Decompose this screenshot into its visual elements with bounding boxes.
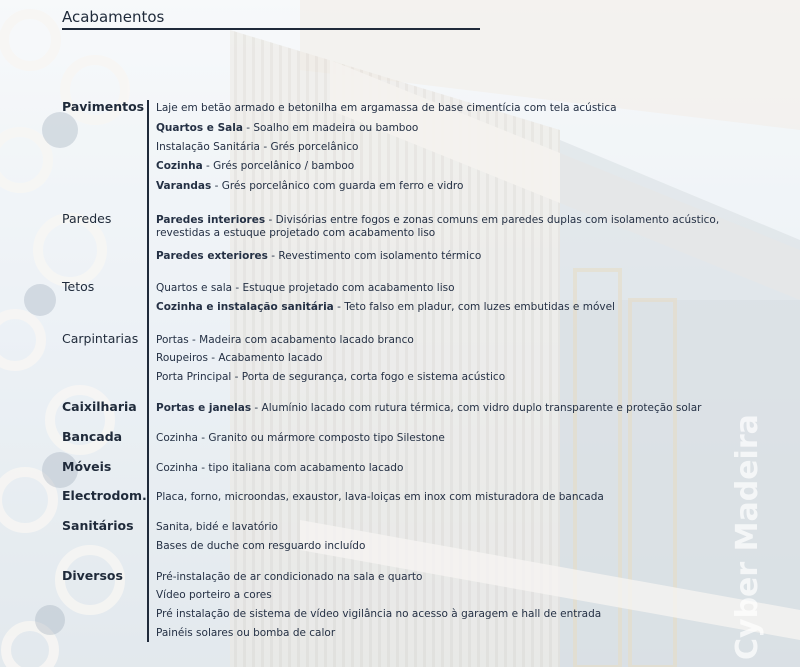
section-label: Sanitários bbox=[62, 518, 134, 533]
list-item: Cozinha - Grés porcelânico / bamboo bbox=[156, 160, 355, 172]
list-item: Portas - Madeira com acabamento lacado branco bbox=[156, 334, 414, 346]
section-label: Móveis bbox=[62, 459, 112, 474]
list-item: Laje em betão armado e betonilha em argamassa de base cimentícia com tela acústica bbox=[156, 102, 617, 114]
list-item: Sanita, bidé e lavatório bbox=[156, 521, 278, 533]
list-item: Paredes interiores - Divisórias entre fogos e zonas comuns em paredes duplas com isolamento acústico, bbox=[156, 214, 720, 226]
section-label: Diversos bbox=[62, 568, 123, 583]
list-item: Instalação Sanitária - Grés porcelânico bbox=[156, 141, 359, 153]
section-label: Pavimentos bbox=[62, 99, 145, 114]
list-item: Portas e janelas - Alumínio lacado com rutura térmica, com vidro duplo transparente e proteção solar bbox=[156, 402, 702, 414]
section-label: Caixilharia bbox=[62, 399, 137, 414]
list-item: Painéis solares ou bomba de calor bbox=[156, 627, 336, 639]
section-label: Tetos bbox=[62, 279, 95, 294]
list-item: Pré instalação de sistema de vídeo vigilância no acesso à garagem e hall de entrada bbox=[156, 608, 602, 620]
list-item: revestidas a estuque projetado com acabamento liso bbox=[156, 227, 436, 239]
list-item: Placa, forno, microondas, exaustor, lava-loiças em inox com misturadora de bancada bbox=[156, 491, 604, 503]
list-item: Bases de duche com resguardo incluído bbox=[156, 540, 366, 552]
section-label: Electrodom. bbox=[62, 488, 147, 503]
list-item: Cozinha - Granito ou mármore composto tipo Silestone bbox=[156, 432, 445, 444]
watermark-text: Cyber Madeira bbox=[730, 414, 765, 660]
list-item: Paredes exteriores - Revestimento com isolamento térmico bbox=[156, 250, 482, 262]
section-label: Carpintarias bbox=[62, 331, 139, 346]
list-item: Quartos e sala - Estuque projetado com acabamento liso bbox=[156, 282, 455, 294]
list-item: Cozinha - tipo italiana com acabamento lacado bbox=[156, 462, 404, 474]
list-item: Porta Principal - Porta de segurança, corta fogo e sistema acústico bbox=[156, 371, 506, 383]
page-title: Acabamentos bbox=[62, 8, 480, 30]
list-item: Vídeo porteiro a cores bbox=[156, 589, 272, 601]
list-item: Roupeiros - Acabamento lacado bbox=[156, 352, 323, 364]
section-label: Paredes bbox=[62, 211, 112, 226]
list-item: Pré-instalação de ar condicionado na sala e quarto bbox=[156, 571, 423, 583]
section-label: Bancada bbox=[62, 429, 123, 444]
list-item: Varandas - Grés porcelânico com guarda em ferro e vidro bbox=[156, 180, 464, 192]
list-item: Quartos e Sala - Soalho em madeira ou bamboo bbox=[156, 122, 419, 134]
list-item: Cozinha e instalação sanitária - Teto falso em pladur, com luzes embutidas e móvel bbox=[156, 301, 615, 313]
